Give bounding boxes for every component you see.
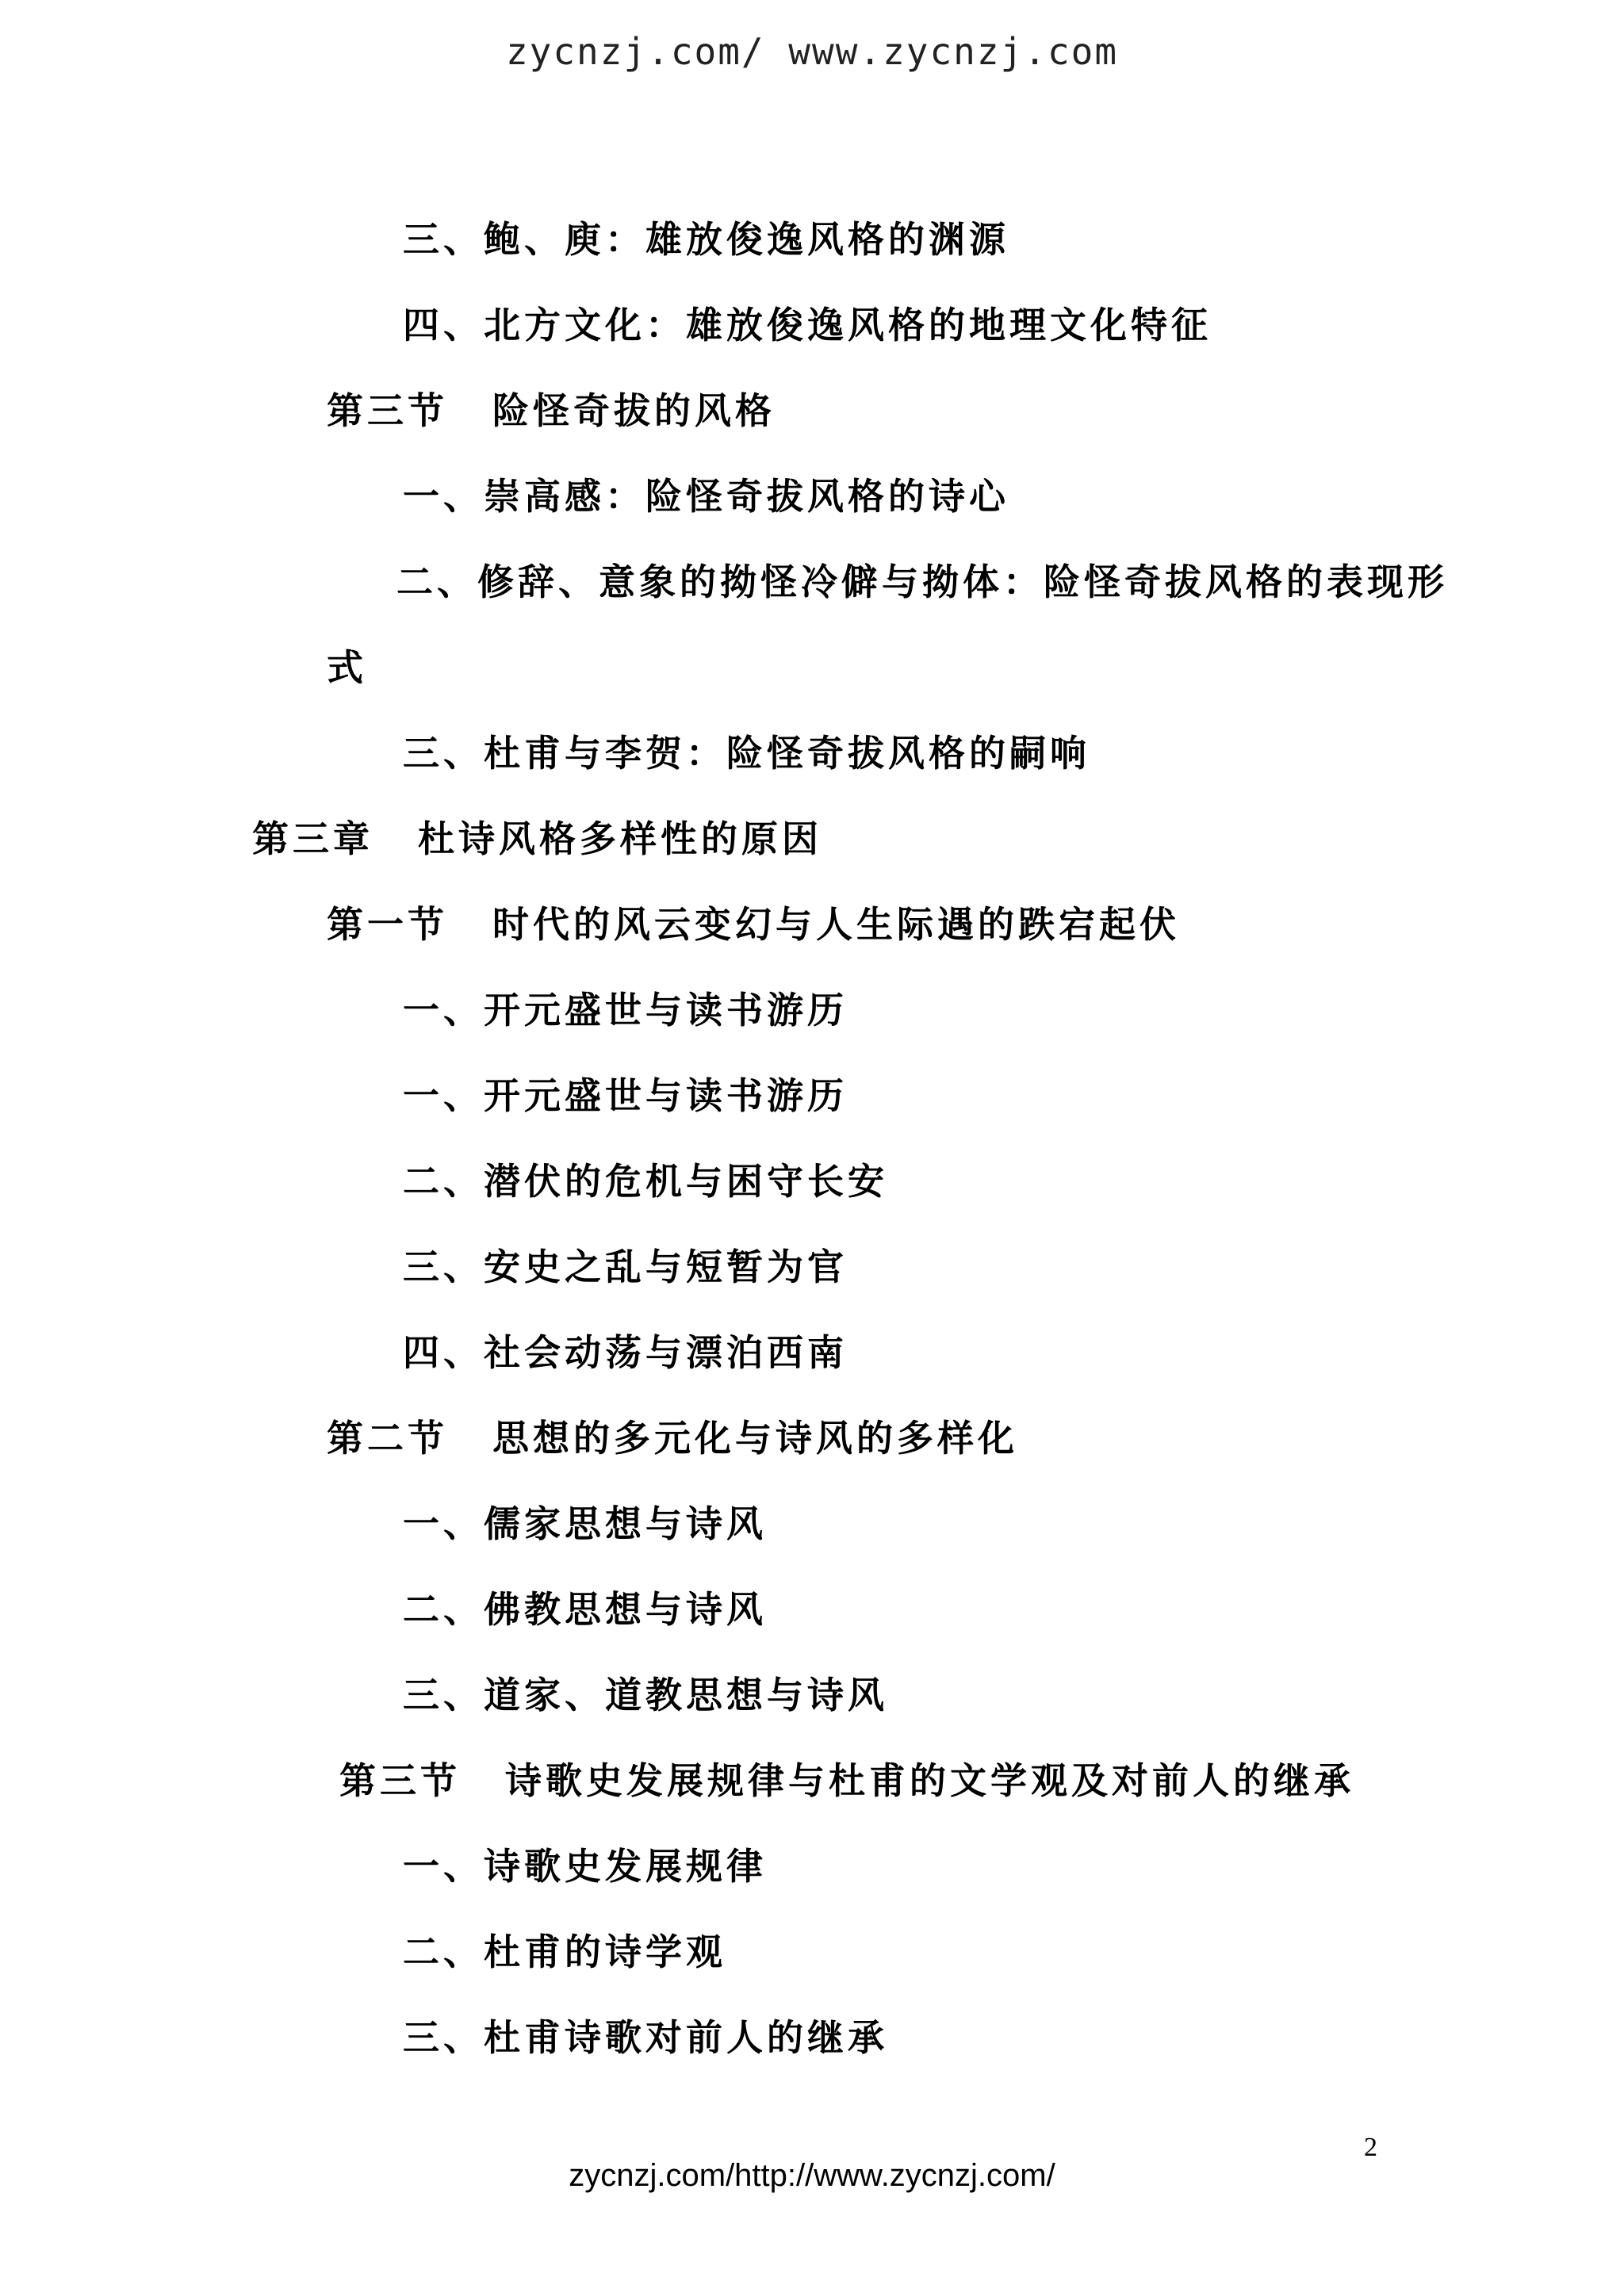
toc-section-label: 第三节: [339, 1759, 461, 1802]
toc-section-title: 诗歌史发展规律与杜甫的文学观及对前人的继承: [505, 1759, 1354, 1802]
toc-item: 三、鲍、庾：雄放俊逸风格的渊源: [403, 218, 1009, 261]
toc-item: 三、杜甫与李贺：险怪奇拔风格的嗣响: [403, 732, 1090, 775]
toc-section: [339, 1757, 1354, 1804]
toc-section-title: 险怪奇拔的风格: [492, 389, 776, 432]
toc-section-label: 第三节: [327, 389, 448, 432]
toc-section-title: 思想的多元化与诗风的多样化: [492, 1417, 1018, 1460]
toc-section-label: 第一节: [327, 903, 448, 946]
toc-chapter: [252, 815, 822, 863]
toc-item: 四、北方文化：雄放俊逸风格的地理文化特征: [403, 304, 1212, 346]
toc-section: [327, 1414, 1018, 1462]
toc-item: 二、修辞、意象的拗怪冷僻与拗体：险怪奇拔风格的表现形: [396, 561, 1448, 603]
page-number: 2: [1364, 2133, 1377, 2162]
toc-item: 三、杜甫诗歌对前人的继承: [403, 2016, 888, 2059]
toc-section-label: 第二节: [327, 1417, 448, 1460]
toc-section: [327, 901, 1180, 948]
toc-item: 二、潜伏的危机与困守长安: [403, 1160, 888, 1203]
toc-item: 二、杜甫的诗学观: [403, 1931, 726, 1973]
toc-item: 一、诗歌史发展规律: [403, 1845, 767, 1888]
page-header: zycnzj.com/ www.zycnzj.com: [505, 30, 1119, 73]
toc-section: [327, 387, 776, 434]
toc-item: 三、安史之乱与短暂为官: [403, 1246, 848, 1288]
toc-item: 一、儒家思想与诗风: [403, 1502, 767, 1545]
toc-item: 三、道家、道教思想与诗风: [403, 1674, 888, 1716]
toc-item: 二、佛教思想与诗风: [403, 1588, 767, 1631]
toc-item: 四、社会动荡与漂泊西南: [403, 1331, 848, 1374]
toc-item: 一、开元盛世与读书游历: [403, 989, 848, 1031]
toc-chapter-title: 杜诗风格多样性的原因: [418, 817, 822, 860]
toc-section-title: 时代的风云变幻与人生际遇的跌宕起伏: [492, 903, 1180, 946]
toc-chapter-label: 第三章: [252, 817, 373, 860]
page-footer: zycnzj.com/http://www.zycnzj.com/: [569, 2158, 1055, 2193]
toc-item-continuation: 式: [327, 646, 367, 689]
toc-item: 一、开元盛世与读书游历: [403, 1074, 848, 1117]
toc-item: 一、崇高感：险怪奇拔风格的诗心: [403, 475, 1009, 518]
